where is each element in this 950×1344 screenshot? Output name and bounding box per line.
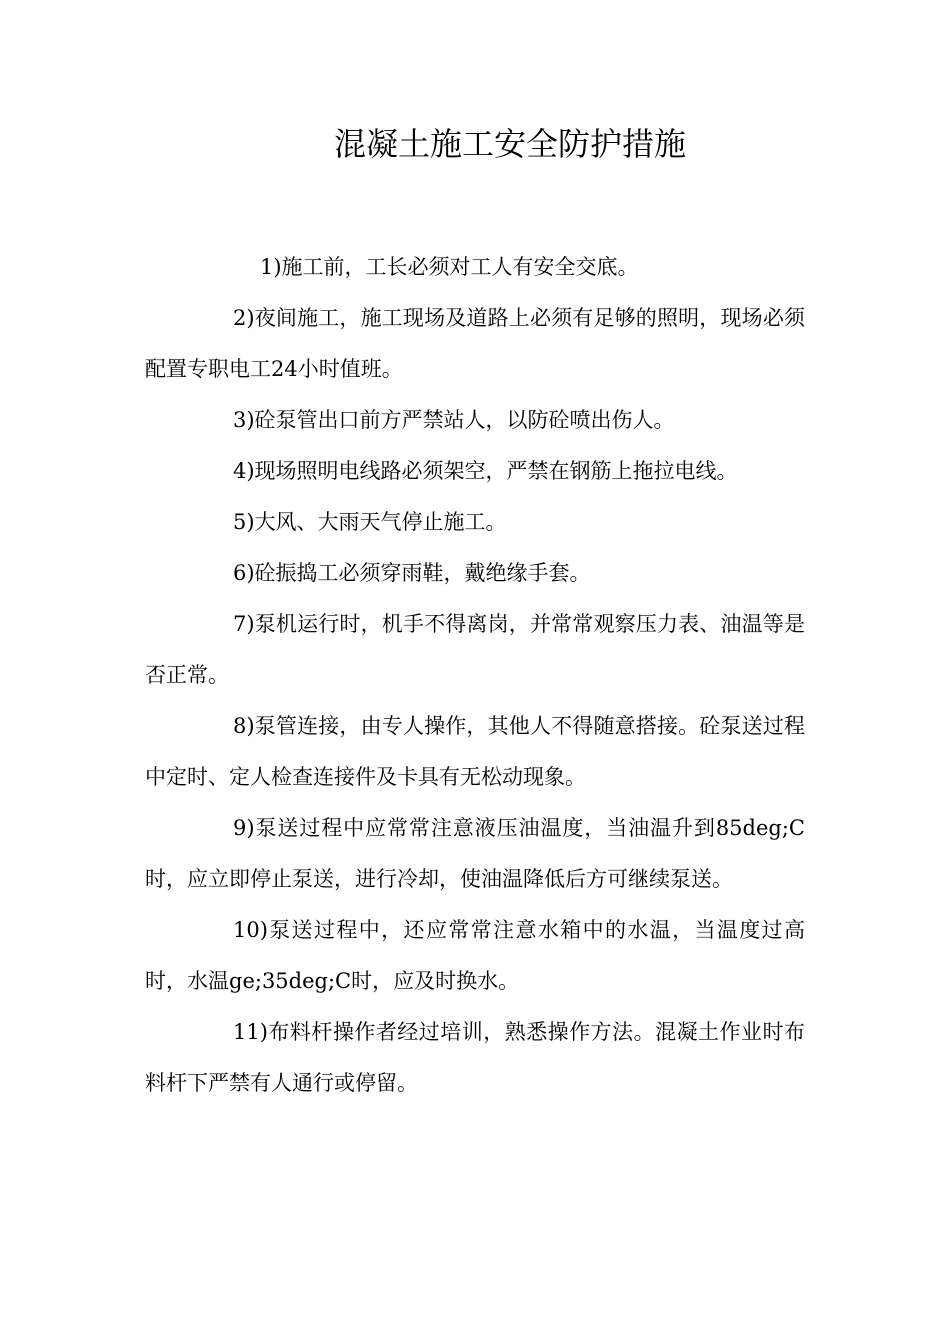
paragraph-3: 3)砼泵管出口前方严禁站人，以防砼喷出伤人。 — [233, 408, 675, 432]
document-title: 混凝土施工安全防护措施 — [333, 125, 686, 163]
document-body — [145, 242, 805, 1109]
paragraph-4: 4)现场照明电线路必须架空，严禁在钢筋上拖拉电线。 — [233, 459, 738, 483]
paragraph-11: 11)布料杆操作者经过培训，熟悉操作方法。混凝土作业时布料杆下严禁有人通行或停留。 — [145, 1020, 805, 1095]
paragraph-9: 9)泵送过程中应常常注意液压油温度，当油温升到85deg;C时，应立即停止泵送，进行冷却，使油温降低后方可继续泵送。 — [145, 816, 805, 891]
paragraph-1: 1)施工前，工长必须对工人有安全交底。 — [260, 255, 639, 279]
paragraph-10: 10)泵送过程中，还应常常注意水箱中的水温，当温度过高时，水温ge;35deg;C时，应及时换水。 — [145, 918, 805, 993]
paragraph-5: 5)大风、大雨天气停止施工。 — [233, 510, 507, 534]
paragraph-7: 7)泵机运行时，机手不得离岗，并常常观察压力表、油温等是否正常。 — [145, 612, 805, 687]
paragraph-6: 6)砼振捣工必须穿雨鞋，戴绝缘手套。 — [233, 561, 591, 585]
paragraph-2: 2)夜间施工，施工现场及道路上必须有足够的照明，现场必须配置专职电工24小时值班。 — [145, 306, 805, 381]
paragraph-8: 8)泵管连接，由专人操作，其他人不得随意搭接。砼泵送过程中定时、定人检查连接件及卡具有无松动现象。 — [145, 714, 805, 789]
